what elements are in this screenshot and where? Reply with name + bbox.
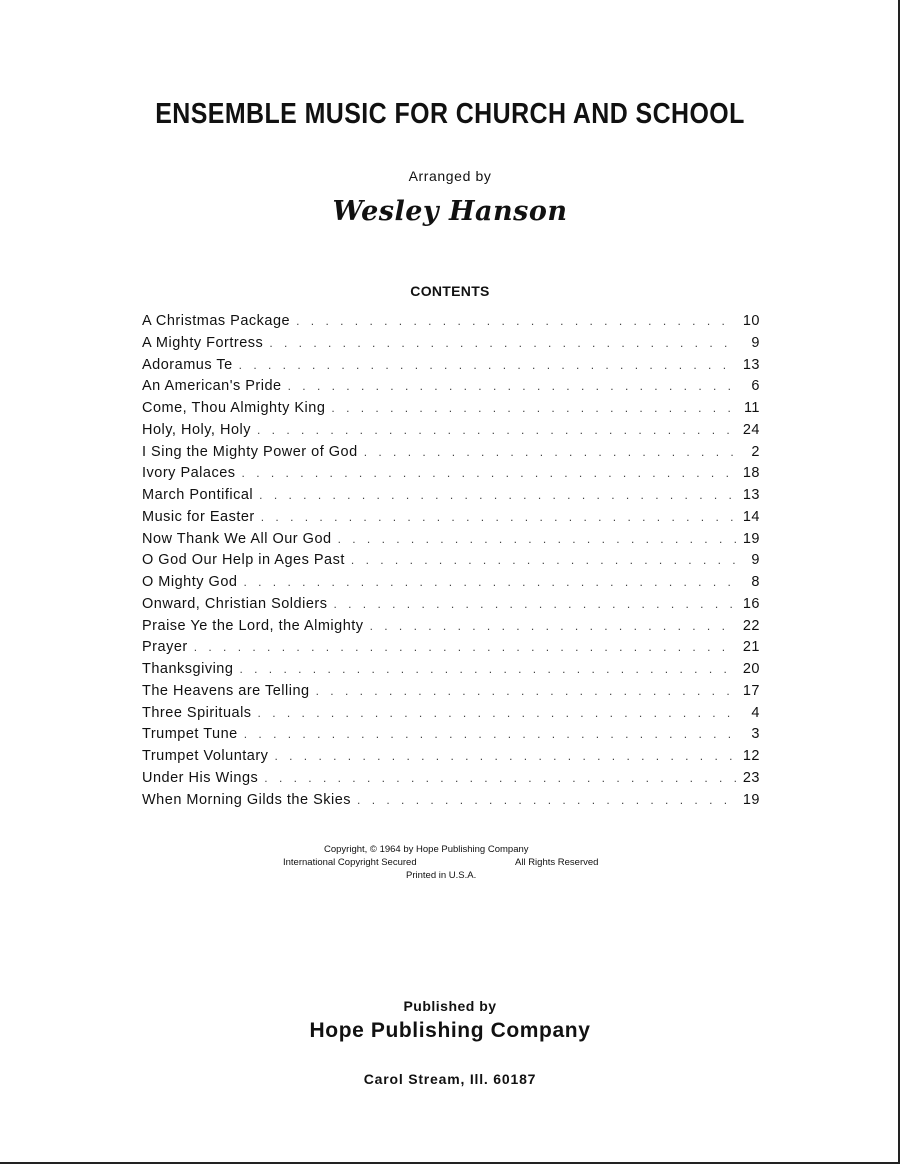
printed-in: Printed in U.S.A. [406,870,477,881]
toc-entry-title: Trumpet Voluntary [142,748,274,764]
copyright-line: Copyright, © 1964 by Hope Publishing Company [324,844,529,855]
toc-dot-leader [296,314,736,328]
toc-entry-title: Three Spirituals [142,705,258,721]
toc-dot-leader [194,640,736,654]
toc-dot-leader [258,706,736,720]
toc-dot-leader [370,619,736,633]
toc-dot-leader [288,379,736,393]
toc-dot-leader [261,510,736,524]
toc-dot-leader [239,358,736,372]
toc-entry-title: Thanksgiving [142,661,239,677]
toc-entry [142,465,760,487]
toc-entry-title: Onward, Christian Soldiers [142,596,333,612]
toc-entry-title: Music for Easter [142,509,261,525]
toc-entry-title: Trumpet Tune [142,726,244,742]
toc-dot-leader [331,401,736,415]
toc-dot-leader [357,793,736,807]
toc-entry-title: Ivory Palaces [142,465,242,481]
toc-entry-title: March Pontifical [142,487,259,503]
toc-dot-leader [244,727,736,741]
toc-entry-page: 12 [742,748,760,764]
document-title: ENSEMBLE MUSIC FOR CHURCH AND SCHOOL [155,98,745,130]
publisher-name: Hope Publishing Company [309,1019,591,1042]
toc-entry [142,705,760,727]
toc-entry-page: 21 [742,639,760,656]
toc-entry-page: 23 [742,769,760,786]
toc-entry-title: The Heavens are Telling [142,683,316,699]
toc-entry-title: A Mighty Fortress [142,335,269,351]
toc-entry [142,574,760,596]
toc-dot-leader [259,488,736,502]
toc-entry [142,792,760,814]
toc-entry-title: Adoramus Te [142,357,239,373]
toc-dot-leader [316,684,736,698]
arranged-by-label: Arranged by [408,168,492,184]
toc-entry-page: 11 [743,400,760,416]
toc-entry [142,400,760,422]
toc-entry-page: 20 [742,661,760,677]
toc-entry [142,748,760,770]
toc-dot-leader [264,771,736,785]
toc-entry-title: Holy, Holy, Holy [142,422,257,438]
toc-entry [142,357,760,379]
toc-entry-page: 24 [742,421,760,438]
toc-entry-title: An American's Pride [142,378,288,394]
toc-entry-page: 8 [751,574,760,590]
toc-entry [142,683,760,705]
toc-entry-page: 3 [751,726,760,743]
toc-entry [142,422,760,444]
toc-entry-title: I Sing the Mighty Power of God [142,444,364,460]
toc-entry [142,552,760,574]
toc-entry [142,378,760,400]
toc-dot-leader [269,336,736,350]
toc-entry-title: Now Thank We All Our God [142,531,338,547]
toc-dot-leader [257,423,736,437]
toc-entry-page: 10 [742,313,760,329]
toc-entry-page: 9 [751,552,760,569]
rights-reserved: All Rights Reserved [515,857,599,868]
toc-entry-page: 18 [742,465,760,482]
toc-entry-page: 13 [742,487,760,503]
toc-entry [142,313,760,335]
toc-entry-page: 22 [742,617,760,634]
toc-dot-leader [333,597,736,611]
toc-dot-leader [243,575,736,589]
copyright-secured: International Copyright Secured [283,857,417,868]
toc-entry [142,639,760,661]
toc-entry [142,509,760,531]
contents-heading: CONTENTS [410,283,490,299]
toc-entry-title: O God Our Help in Ages Past [142,552,351,568]
toc-entry [142,487,760,509]
toc-entry [142,531,760,553]
toc-entry [142,596,760,618]
toc-entry-title: When Morning Gilds the Skies [142,792,357,808]
toc-entry-page: 6 [751,378,760,395]
toc-dot-leader [274,749,736,763]
toc-entry-title: Prayer [142,639,194,655]
toc-entry-page: 14 [742,508,760,525]
toc-entry-page: 9 [751,334,760,351]
toc-entry-page: 19 [742,791,760,808]
toc-dot-leader [338,532,736,546]
published-by-label: Published by [403,998,497,1014]
toc-dot-leader [239,662,736,676]
toc-entry [142,726,760,748]
toc-entry-title: Praise Ye the Lord, the Almighty [142,618,370,634]
toc-entry [142,444,760,466]
toc-entry-title: A Christmas Package [142,313,296,329]
toc-entry [142,335,760,357]
toc-entry-page: 2 [751,443,760,460]
toc-entry-title: Under His Wings [142,770,264,786]
toc-entry [142,661,760,683]
toc-dot-leader [242,466,736,480]
toc-entry-title: Come, Thou Almighty King [142,400,331,416]
toc-entry [142,770,760,792]
toc-entry-page: 19 [742,530,760,547]
arranger-signature: Wesley Hanson [332,196,568,227]
publisher-address: Carol Stream, Ill. 60187 [363,1071,537,1087]
toc-dot-leader [364,445,736,459]
toc-entry [142,618,760,640]
toc-entry-page: 4 [751,704,760,721]
toc-dot-leader [351,553,736,567]
toc-entry-page: 17 [742,682,760,699]
table-of-contents [142,313,760,813]
toc-entry-page: 13 [742,356,760,373]
toc-entry-page: 16 [742,595,760,612]
toc-entry-title: O Mighty God [142,574,243,590]
